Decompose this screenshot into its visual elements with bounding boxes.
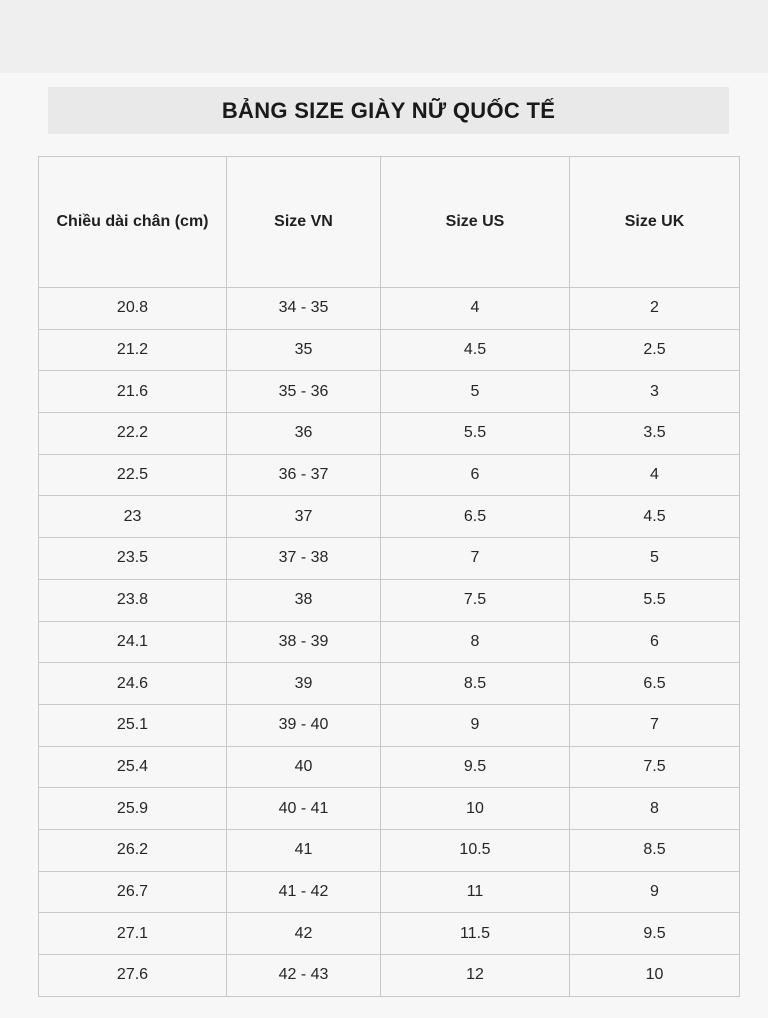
cell-foot-length: 27.6 bbox=[39, 955, 227, 997]
cell-foot-length: 22.5 bbox=[39, 454, 227, 496]
cell-foot-length: 21.6 bbox=[39, 371, 227, 413]
cell-size-us: 8.5 bbox=[381, 663, 570, 705]
cell-size-vn: 39 bbox=[227, 663, 381, 705]
cell-size-vn: 38 - 39 bbox=[227, 621, 381, 663]
cell-foot-length: 25.9 bbox=[39, 788, 227, 830]
cell-size-uk: 4.5 bbox=[570, 496, 740, 538]
page-title: BẢNG SIZE GIÀY NỮ QUỐC TẾ bbox=[221, 97, 556, 123]
cell-size-us: 9.5 bbox=[381, 746, 570, 788]
cell-size-uk: 5 bbox=[570, 538, 740, 580]
cell-size-uk: 9 bbox=[570, 871, 740, 913]
cell-size-uk: 8.5 bbox=[570, 829, 740, 871]
cell-foot-length: 26.2 bbox=[39, 829, 227, 871]
table-body bbox=[39, 288, 740, 997]
table-row bbox=[39, 329, 740, 371]
top-strip bbox=[0, 0, 768, 73]
table-row bbox=[39, 288, 740, 330]
table-row bbox=[39, 788, 740, 830]
cell-size-uk: 7 bbox=[570, 704, 740, 746]
cell-foot-length: 21.2 bbox=[39, 329, 227, 371]
table-row bbox=[39, 746, 740, 788]
cell-foot-length: 23.8 bbox=[39, 579, 227, 621]
header-size-us: Size US bbox=[381, 157, 570, 288]
cell-foot-length: 25.4 bbox=[39, 746, 227, 788]
cell-size-us: 7 bbox=[381, 538, 570, 580]
cell-size-us: 6 bbox=[381, 454, 570, 496]
cell-size-us: 11.5 bbox=[381, 913, 570, 955]
cell-foot-length: 24.1 bbox=[39, 621, 227, 663]
table-row bbox=[39, 913, 740, 955]
cell-foot-length: 25.1 bbox=[39, 704, 227, 746]
table-row bbox=[39, 621, 740, 663]
cell-size-vn: 35 bbox=[227, 329, 381, 371]
cell-size-uk: 2.5 bbox=[570, 329, 740, 371]
cell-size-uk: 5.5 bbox=[570, 579, 740, 621]
cell-size-vn: 35 - 36 bbox=[227, 371, 381, 413]
cell-size-vn: 40 - 41 bbox=[227, 788, 381, 830]
cell-size-uk: 7.5 bbox=[570, 746, 740, 788]
cell-size-us: 4 bbox=[381, 288, 570, 330]
cell-size-vn: 40 bbox=[227, 746, 381, 788]
cell-foot-length: 23 bbox=[39, 496, 227, 538]
cell-size-us: 4.5 bbox=[381, 329, 570, 371]
cell-size-uk: 3.5 bbox=[570, 413, 740, 455]
cell-size-uk: 4 bbox=[570, 454, 740, 496]
cell-size-vn: 34 - 35 bbox=[227, 288, 381, 330]
header-size-uk: Size UK bbox=[570, 157, 740, 288]
cell-size-vn: 37 bbox=[227, 496, 381, 538]
table-row bbox=[39, 371, 740, 413]
cell-size-vn: 42 bbox=[227, 913, 381, 955]
cell-size-us: 11 bbox=[381, 871, 570, 913]
table-row bbox=[39, 454, 740, 496]
table-row bbox=[39, 704, 740, 746]
cell-size-uk: 9.5 bbox=[570, 913, 740, 955]
table-row bbox=[39, 871, 740, 913]
title-bar bbox=[48, 87, 729, 134]
cell-size-vn: 38 bbox=[227, 579, 381, 621]
cell-foot-length: 24.6 bbox=[39, 663, 227, 705]
cell-size-us: 10 bbox=[381, 788, 570, 830]
cell-size-us: 8 bbox=[381, 621, 570, 663]
table-row bbox=[39, 955, 740, 997]
table-row bbox=[39, 663, 740, 705]
cell-size-us: 12 bbox=[381, 955, 570, 997]
cell-size-uk: 10 bbox=[570, 955, 740, 997]
cell-foot-length: 23.5 bbox=[39, 538, 227, 580]
cell-size-us: 10.5 bbox=[381, 829, 570, 871]
cell-size-us: 5.5 bbox=[381, 413, 570, 455]
table-row bbox=[39, 496, 740, 538]
size-table bbox=[38, 156, 740, 997]
cell-size-us: 9 bbox=[381, 704, 570, 746]
cell-size-uk: 6.5 bbox=[570, 663, 740, 705]
cell-size-us: 6.5 bbox=[381, 496, 570, 538]
table-header-row bbox=[39, 157, 740, 288]
cell-foot-length: 26.7 bbox=[39, 871, 227, 913]
cell-size-vn: 37 - 38 bbox=[227, 538, 381, 580]
cell-size-vn: 39 - 40 bbox=[227, 704, 381, 746]
cell-foot-length: 22.2 bbox=[39, 413, 227, 455]
cell-size-vn: 42 - 43 bbox=[227, 955, 381, 997]
cell-size-vn: 36 bbox=[227, 413, 381, 455]
cell-size-uk: 6 bbox=[570, 621, 740, 663]
cell-foot-length: 27.1 bbox=[39, 913, 227, 955]
cell-size-us: 7.5 bbox=[381, 579, 570, 621]
cell-size-vn: 41 - 42 bbox=[227, 871, 381, 913]
table-row bbox=[39, 579, 740, 621]
cell-size-us: 5 bbox=[381, 371, 570, 413]
table-row bbox=[39, 538, 740, 580]
cell-size-uk: 2 bbox=[570, 288, 740, 330]
cell-size-vn: 36 - 37 bbox=[227, 454, 381, 496]
header-size-vn: Size VN bbox=[227, 157, 381, 288]
cell-size-uk: 3 bbox=[570, 371, 740, 413]
cell-size-vn: 41 bbox=[227, 829, 381, 871]
header-foot-length: Chiều dài chân (cm) bbox=[39, 157, 227, 288]
cell-size-uk: 8 bbox=[570, 788, 740, 830]
table-row bbox=[39, 829, 740, 871]
table-row bbox=[39, 413, 740, 455]
cell-foot-length: 20.8 bbox=[39, 288, 227, 330]
